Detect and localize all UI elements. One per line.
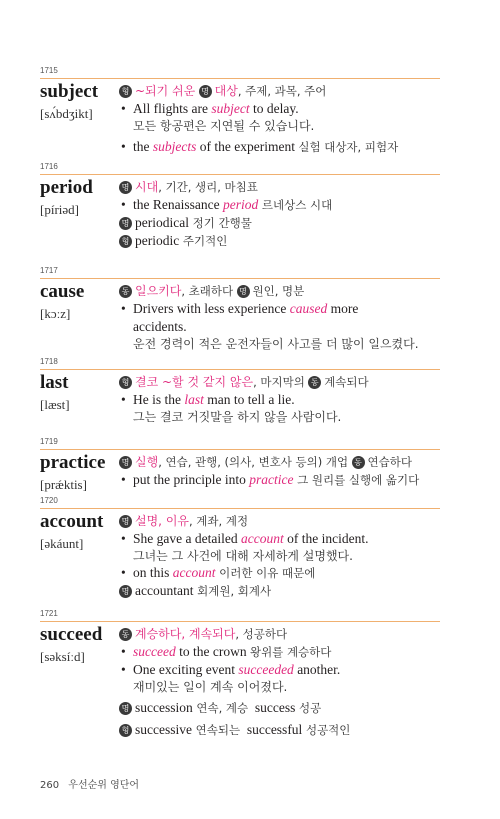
derivative-word: successful <box>246 722 303 737</box>
example-text: another. <box>293 662 341 677</box>
example-text: Drivers with less experience <box>133 301 290 316</box>
headword: cause <box>40 281 85 302</box>
example-text: of the incident. <box>283 531 369 546</box>
pos-badge: 형 <box>119 376 132 389</box>
pos-badge: 형 <box>119 85 132 98</box>
example-text: to the crown <box>175 644 250 659</box>
derivative-word: success <box>254 700 296 715</box>
highlight-word: caused <box>289 301 328 316</box>
example-text: to delay. <box>249 101 299 116</box>
example-phrase <box>119 564 449 582</box>
headword: succeed <box>40 624 103 645</box>
secondary-meaning: , 마지막의 <box>253 375 305 389</box>
pos-badge: 명 <box>119 585 132 598</box>
pos-badge: 명 <box>119 702 132 715</box>
example-translation: 모든 항공편은 지연될 수 있습니다. <box>133 119 315 133</box>
divider <box>40 174 440 175</box>
pos-badge: 명 <box>119 181 132 194</box>
divider <box>40 78 440 79</box>
entry-number: 1715 <box>40 66 58 75</box>
page-footer <box>40 776 139 791</box>
page-number: 260 <box>40 780 60 791</box>
pronunciation: [əkáunt] <box>40 536 84 551</box>
pos-badge: 동 <box>352 456 365 469</box>
example-phrase <box>119 471 449 489</box>
pronunciation: [səksíːd] <box>40 649 85 664</box>
headword: practice <box>40 452 106 473</box>
definition-line <box>119 453 449 471</box>
pos-badge: 동 <box>119 285 132 298</box>
definition-line <box>119 512 449 530</box>
highlight-word: succeeded <box>238 662 294 677</box>
example-translation: 그녀는 그 사건에 대해 자세하게 설명했다. <box>133 549 353 563</box>
entry-number: 1718 <box>40 357 58 366</box>
secondary-meaning: 계속되다 <box>324 375 369 389</box>
primary-meaning: 대상 <box>214 84 238 98</box>
divider <box>40 621 440 622</box>
example-text: the <box>133 139 153 154</box>
phrase-translation: 이러한 이유 때문에 <box>215 566 316 580</box>
example-translation: 운전 경력이 적은 운전자들이 사고를 더 많이 일으켰다. <box>133 337 419 351</box>
example-text: man to tell a lie. <box>203 392 295 407</box>
example-text: of the experiment <box>196 139 299 154</box>
entry-number: 1720 <box>40 496 58 505</box>
example-text: on this <box>133 565 173 580</box>
highlight-word: account <box>240 531 284 546</box>
pos-badge: 명 <box>199 85 212 98</box>
pronunciation: [kɔːz] <box>40 306 71 321</box>
definition-line <box>119 625 449 643</box>
entry-number: 1719 <box>40 437 58 446</box>
secondary-meaning: , 연습, 관행, (의사, 변호사 등의) 개업 <box>158 455 349 469</box>
phrase-translation: 실험 대상자, 피험자 <box>298 140 399 154</box>
derivative-meaning: 회계원, 회계사 <box>193 584 272 598</box>
headword: account <box>40 511 104 532</box>
example-sentence <box>119 300 449 318</box>
divider <box>40 449 440 450</box>
derivative-meaning: 성공 <box>295 701 322 715</box>
example-continuation: accidents. <box>133 319 187 334</box>
derivative <box>119 232 449 250</box>
book-title: 우선순위 영단어 <box>68 780 140 791</box>
derivative-meaning: 연속, 계승 <box>192 701 249 715</box>
derivative <box>119 214 449 232</box>
highlight-word: subjects <box>152 139 197 154</box>
secondary-meaning: 연습하다 <box>367 455 412 469</box>
pronunciation: [prǽktis] <box>40 477 87 492</box>
definition-line <box>119 373 449 391</box>
derivative <box>119 721 449 739</box>
pronunciation: [sʌ́bdʒikt] <box>40 106 93 121</box>
highlight-word: period <box>222 197 259 212</box>
example-phrase <box>119 138 449 156</box>
secondary-meaning: , 기간, 생리, 마침표 <box>158 180 258 194</box>
example-text: more <box>327 301 359 316</box>
example-sentence <box>119 391 449 409</box>
definition-block <box>119 373 449 425</box>
example-translation: 재미있는 일이 계속 이어졌다. <box>133 680 288 694</box>
primary-meaning: ~되기 쉬운 <box>135 84 196 98</box>
primary-meaning: 시대 <box>135 180 159 194</box>
derivative <box>119 582 449 600</box>
derivative <box>119 699 449 717</box>
derivative-meaning: 연속되는 <box>191 723 241 737</box>
highlight-word: last <box>184 392 204 407</box>
highlight-word: succeed <box>133 644 176 659</box>
entry-number: 1717 <box>40 266 58 275</box>
definition-block <box>119 512 449 600</box>
example-sentence <box>119 100 449 118</box>
divider <box>40 369 440 370</box>
pos-badge: 형 <box>119 235 132 248</box>
derivative-word: succession <box>135 700 193 715</box>
highlight-word: subject <box>211 101 250 116</box>
example-text: One exciting event <box>133 662 239 677</box>
secondary-meaning: , 주제, 과목, 주어 <box>237 84 327 98</box>
example-text: put the principle into <box>133 472 250 487</box>
example-text: All flights are <box>133 101 212 116</box>
example-sentence <box>119 530 449 548</box>
primary-meaning: 설명, 이유 <box>135 514 189 528</box>
pronunciation: [læst] <box>40 397 70 412</box>
example-text: the Renaissance <box>133 197 223 212</box>
headword: subject <box>40 81 99 102</box>
definition-line <box>119 178 449 196</box>
pos-badge: 명 <box>119 456 132 469</box>
headword: last <box>40 372 69 393</box>
pos-badge: 명 <box>237 285 250 298</box>
secondary-meaning: , 계좌, 계정 <box>189 514 249 528</box>
pos-badge: 명 <box>119 515 132 528</box>
primary-meaning: 결코 ~할 것 같지 않은 <box>135 375 254 389</box>
example-sentence <box>119 661 449 679</box>
definition-block <box>119 282 449 352</box>
derivative-meaning: 정기 간행물 <box>188 216 252 230</box>
pronunciation: [píriəd] <box>40 202 79 217</box>
definition-line <box>119 82 449 100</box>
definition-line <box>119 282 449 300</box>
derivative-word: periodic <box>135 233 180 248</box>
example-text: He is the <box>133 392 185 407</box>
pos-badge: 동 <box>308 376 321 389</box>
derivative-meaning: 성공적인 <box>302 723 351 737</box>
example-phrase <box>119 196 449 214</box>
pos-badge: 형 <box>119 724 132 737</box>
entry-number: 1716 <box>40 162 58 171</box>
entry-number: 1721 <box>40 609 58 618</box>
primary-meaning: 계승하다, 계속되다 <box>135 627 236 641</box>
primary-meaning: 일으키다 <box>135 284 182 298</box>
secondary-meaning: , 성공하다 <box>235 627 288 641</box>
primary-meaning: 실행 <box>135 455 159 469</box>
divider <box>40 278 440 279</box>
example-phrase <box>119 643 449 661</box>
definition-block <box>119 82 449 156</box>
definition-block <box>119 625 449 739</box>
pos-badge: 동 <box>119 628 132 641</box>
headword: period <box>40 177 93 198</box>
phrase-translation: 르네상스 시대 <box>258 198 333 212</box>
secondary-meaning: , 초래하다 <box>181 284 234 298</box>
derivative-word: accountant <box>135 583 194 598</box>
phrase-translation: 그 원리를 실행에 옮기다 <box>293 473 420 487</box>
derivative-word: successive <box>135 722 192 737</box>
definition-block <box>119 453 449 489</box>
phrase-translation: 왕위를 계승하다 <box>249 645 332 659</box>
secondary-meaning: 원인, 명분 <box>252 284 305 298</box>
derivative-meaning: 주기적인 <box>179 234 228 248</box>
example-text: She gave a detailed <box>133 531 241 546</box>
divider <box>40 508 440 509</box>
highlight-word: account <box>172 565 216 580</box>
pos-badge: 명 <box>119 217 132 230</box>
example-translation: 그는 결코 거짓말을 하지 않을 사람이다. <box>133 410 342 424</box>
definition-block <box>119 178 449 250</box>
highlight-word: practice <box>249 472 294 487</box>
derivative-word: periodical <box>135 215 189 230</box>
